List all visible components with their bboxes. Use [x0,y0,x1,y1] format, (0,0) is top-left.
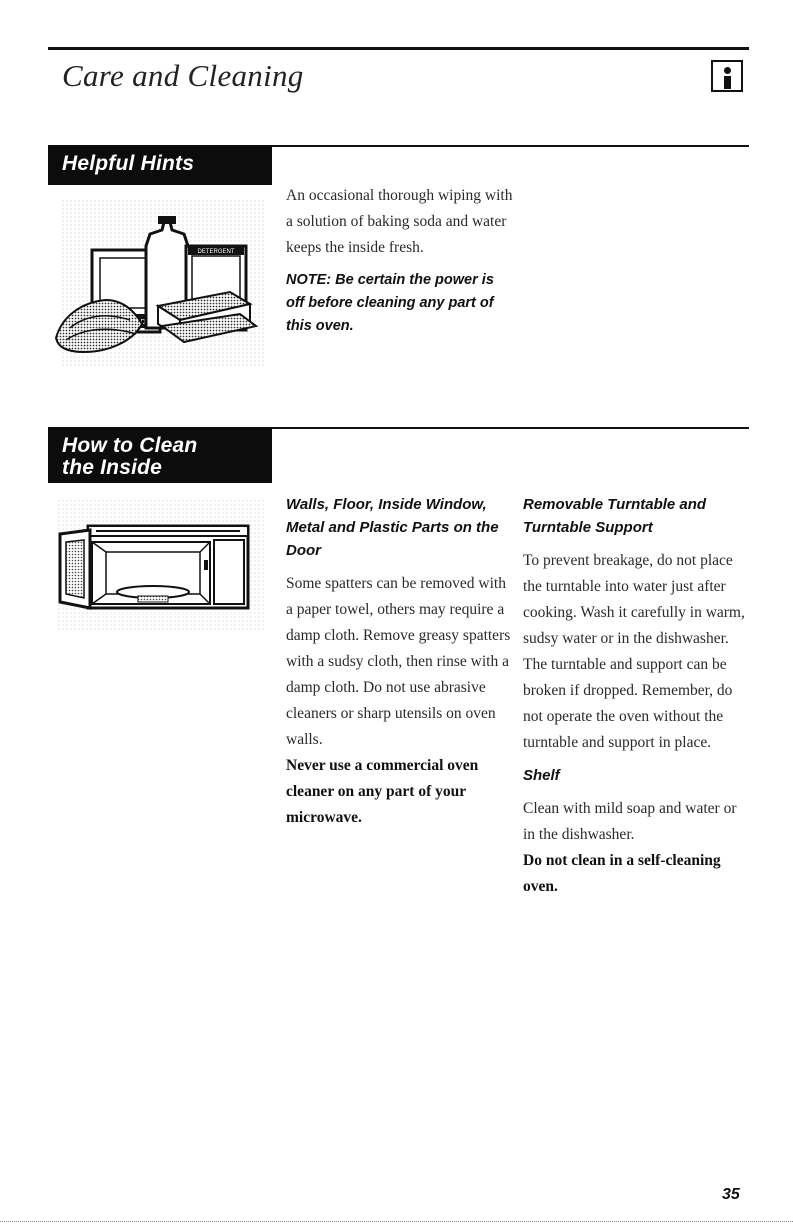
info-icon [711,60,743,92]
clean-inside-tab [48,427,272,483]
cleaning-supplies-illustration [50,188,265,373]
clean-inside-rule [271,427,749,429]
detergent-label: DETERGENT [197,249,235,255]
page-title: Care and Cleaning [62,58,304,93]
microwave-open-door-illustration [50,496,265,641]
power-off-note: NOTE: Be certain the power is off before cleaning any part of this oven. [286,272,494,334]
walls-column [286,493,514,831]
walls-warning: Never use a commercial oven cleaner on any part of your microwave. [286,757,479,826]
shelf-text: Clean with mild soap and water or in the dishwasher. [523,800,737,843]
helpful-hints-rule [271,145,749,147]
helpful-hints-tab-label: Helpful Hints [62,152,195,175]
helpful-hints-text: An occasional thorough wiping with a solution of baking soda and water keeps the inside fresh. [286,187,513,256]
bottom-edge-rule [0,1221,793,1222]
shelf-heading: Shelf [523,767,560,784]
helpful-hints-text-block [286,183,516,338]
clean-inside-tab-line-2: the Inside [62,456,163,479]
helpful-hints-tab [48,145,272,185]
turntable-shelf-column [523,493,749,900]
walls-heading: Walls, Floor, Inside Window, Metal and Plastic Parts on the Door [286,496,499,559]
turntable-heading: Removable Turntable and Turntable Support [523,496,707,536]
shelf-warning: Do not clean in a self-cleaning oven. [523,852,721,895]
page-number: 35 [722,1186,740,1203]
header-rule [48,47,749,50]
turntable-text: To prevent breakage, do not place the turntable into water just after cooking. Wash it carefully in warm, sudsy water or in the dishwasher. The turntable and support can be broken if dropped. Remember, do not operate the oven without the turntable and support in place. [523,552,745,751]
walls-text: Some spatters can be removed with a paper towel, others may require a damp cloth. Remove greasy spatters with a sudsy cloth, then rinse with a damp cloth. Do not use abrasive cleaners or sharp utensils on oven walls. [286,575,511,748]
clean-inside-tab-line-1: How to Clean [62,434,198,457]
